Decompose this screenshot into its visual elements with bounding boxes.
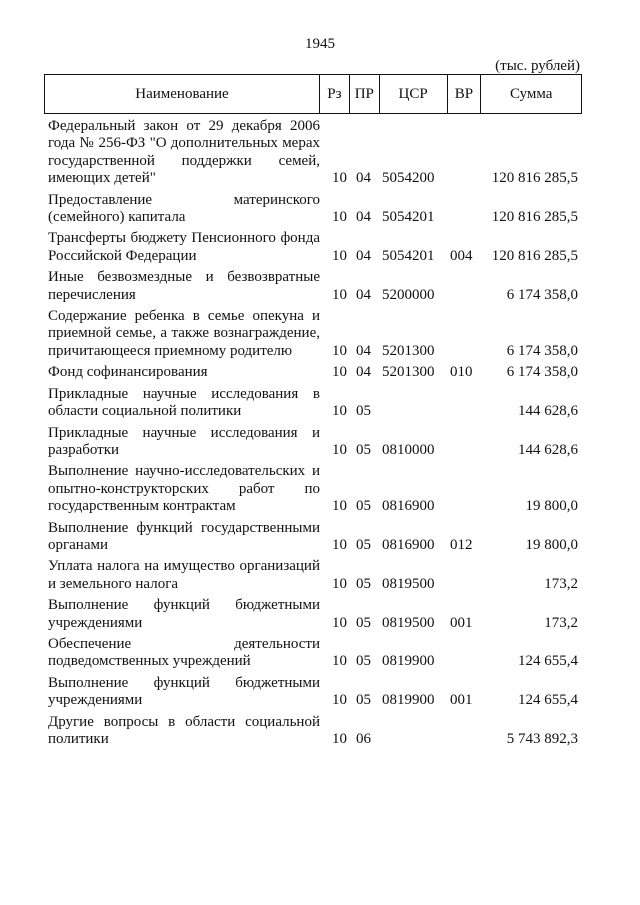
table-row bbox=[44, 675, 582, 710]
units-label: (тыс. рублей) bbox=[495, 58, 580, 74]
row-rz: 10 bbox=[332, 403, 347, 420]
row-pr: 05 bbox=[356, 441, 371, 458]
row-pr: 04 bbox=[356, 286, 371, 303]
row-csr: 0816900 bbox=[382, 498, 435, 515]
row-rz: 10 bbox=[332, 247, 347, 264]
row-sum: 120 816 285,5 bbox=[491, 247, 578, 264]
row-pr: 04 bbox=[356, 170, 371, 187]
row-pr: 04 bbox=[356, 342, 371, 359]
row-sum: 5 743 892,3 bbox=[506, 731, 578, 747]
row-csr: 0810000 bbox=[382, 441, 435, 458]
header-sum: Сумма bbox=[509, 85, 553, 102]
row-csr: 0816900 bbox=[382, 536, 435, 553]
row-rz: 10 bbox=[332, 731, 347, 747]
row-vr: 004 bbox=[450, 247, 473, 264]
row-rz: 10 bbox=[332, 342, 347, 359]
table-row bbox=[44, 230, 582, 265]
row-sum: 6 174 358,0 bbox=[506, 286, 578, 303]
row-rz: 10 bbox=[332, 170, 347, 187]
table-row bbox=[44, 463, 582, 515]
row-pr: 05 bbox=[356, 498, 371, 515]
row-vr: 001 bbox=[450, 692, 473, 709]
row-csr: 5201300 bbox=[382, 342, 435, 359]
row-name: Содержание ребенка в семье опекуна и приемной семье, а также вознаграждение, причитающееся приемному родителю bbox=[48, 308, 320, 359]
table-row bbox=[44, 192, 582, 227]
row-vr: 012 bbox=[450, 536, 473, 553]
row-pr: 05 bbox=[356, 575, 371, 592]
table-row bbox=[44, 364, 582, 381]
table-row bbox=[44, 714, 582, 749]
table-header bbox=[44, 74, 582, 114]
row-rz: 10 bbox=[332, 364, 347, 381]
row-name: Уплата налога на имущество организаций и земельного налога bbox=[48, 558, 320, 592]
row-rz: 10 bbox=[332, 286, 347, 303]
table-row bbox=[44, 558, 582, 593]
row-rz: 10 bbox=[332, 692, 347, 709]
row-sum: 124 655,4 bbox=[518, 692, 578, 709]
page-number: 1945 bbox=[305, 36, 335, 52]
row-rz: 10 bbox=[332, 575, 347, 592]
header-vr: ВР bbox=[448, 75, 482, 113]
row-pr: 06 bbox=[356, 731, 371, 747]
row-csr: 0819500 bbox=[382, 575, 435, 592]
row-name: Выполнение научно-исследовательских и опытно-конструкторских работ по государственным контрактам bbox=[48, 463, 320, 515]
row-pr: 05 bbox=[356, 653, 371, 670]
row-name: Другие вопросы в области социальной политики bbox=[48, 713, 320, 747]
row-sum: 144 628,6 bbox=[518, 403, 578, 420]
row-csr: 0819900 bbox=[382, 653, 435, 670]
row-name: Выполнение функций государственными органами bbox=[48, 519, 320, 553]
row-sum: 173,2 bbox=[544, 575, 578, 592]
row-csr: 5200000 bbox=[382, 286, 435, 303]
row-name: Предоставление материнского (семейного) капитала bbox=[48, 191, 320, 226]
table-row bbox=[44, 520, 582, 555]
row-sum: 6 174 358,0 bbox=[506, 342, 578, 359]
row-sum: 6 174 358,0 bbox=[506, 364, 578, 381]
header-rz: Рз bbox=[320, 75, 350, 113]
row-sum: 173,2 bbox=[544, 614, 578, 631]
table-row bbox=[44, 597, 582, 632]
row-rz: 10 bbox=[332, 653, 347, 670]
row-csr: 5054200 bbox=[382, 170, 435, 187]
row-pr: 04 bbox=[356, 247, 371, 264]
row-pr: 05 bbox=[356, 403, 371, 420]
row-pr: 04 bbox=[356, 209, 371, 226]
header-pr: ПР bbox=[350, 75, 380, 113]
row-pr: 05 bbox=[356, 692, 371, 709]
row-name: Прикладные научные исследования в области социальной политики bbox=[48, 385, 320, 420]
row-csr: 5201300 bbox=[382, 364, 435, 381]
row-sum: 120 816 285,5 bbox=[491, 170, 578, 187]
row-name: Федеральный закон от 29 декабря 2006 года № 256-ФЗ "О дополнительных мерах государственной поддержки семей, имеющих детей" bbox=[48, 118, 320, 187]
row-name: Фонд софинансирования bbox=[48, 364, 208, 381]
table-row bbox=[44, 118, 582, 188]
row-pr: 04 bbox=[356, 364, 371, 381]
table-row bbox=[44, 269, 582, 304]
row-sum: 144 628,6 bbox=[518, 441, 578, 458]
table-row bbox=[44, 425, 582, 460]
row-sum: 124 655,4 bbox=[518, 653, 578, 670]
row-rz: 10 bbox=[332, 614, 347, 631]
table-body bbox=[44, 118, 582, 752]
row-pr: 05 bbox=[356, 536, 371, 553]
row-sum: 120 816 285,5 bbox=[491, 209, 578, 226]
table-row bbox=[44, 386, 582, 421]
row-csr: 0819500 bbox=[382, 614, 435, 631]
row-csr: 5054201 bbox=[382, 209, 435, 226]
table-row bbox=[44, 636, 582, 671]
row-rz: 10 bbox=[332, 441, 347, 458]
row-rz: 10 bbox=[332, 498, 347, 515]
row-rz: 10 bbox=[332, 209, 347, 226]
row-name: Выполнение функций бюджетными учреждениями bbox=[48, 674, 320, 709]
row-rz: 10 bbox=[332, 536, 347, 553]
header-csr: ЦСР bbox=[380, 75, 448, 113]
header-name: Наименование bbox=[45, 75, 320, 113]
row-name: Иные безвозмездные и безвозвратные перечисления bbox=[48, 269, 320, 303]
row-name: Выполнение функций бюджетными учреждениями bbox=[48, 597, 320, 631]
row-sum: 19 800,0 bbox=[525, 536, 578, 553]
row-csr: 0819900 bbox=[382, 692, 435, 709]
row-name: Прикладные научные исследования и разработки bbox=[48, 424, 320, 458]
row-sum: 19 800,0 bbox=[525, 498, 578, 515]
row-vr: 010 bbox=[450, 364, 473, 381]
row-name: Трансферты бюджету Пенсионного фонда Российской Федерации bbox=[48, 230, 320, 264]
row-csr: 5054201 bbox=[382, 247, 435, 264]
row-vr: 001 bbox=[450, 614, 473, 631]
row-name: Обеспечение деятельности подведомственных учреждений bbox=[48, 635, 320, 670]
table-row bbox=[44, 308, 582, 360]
row-pr: 05 bbox=[356, 614, 371, 631]
